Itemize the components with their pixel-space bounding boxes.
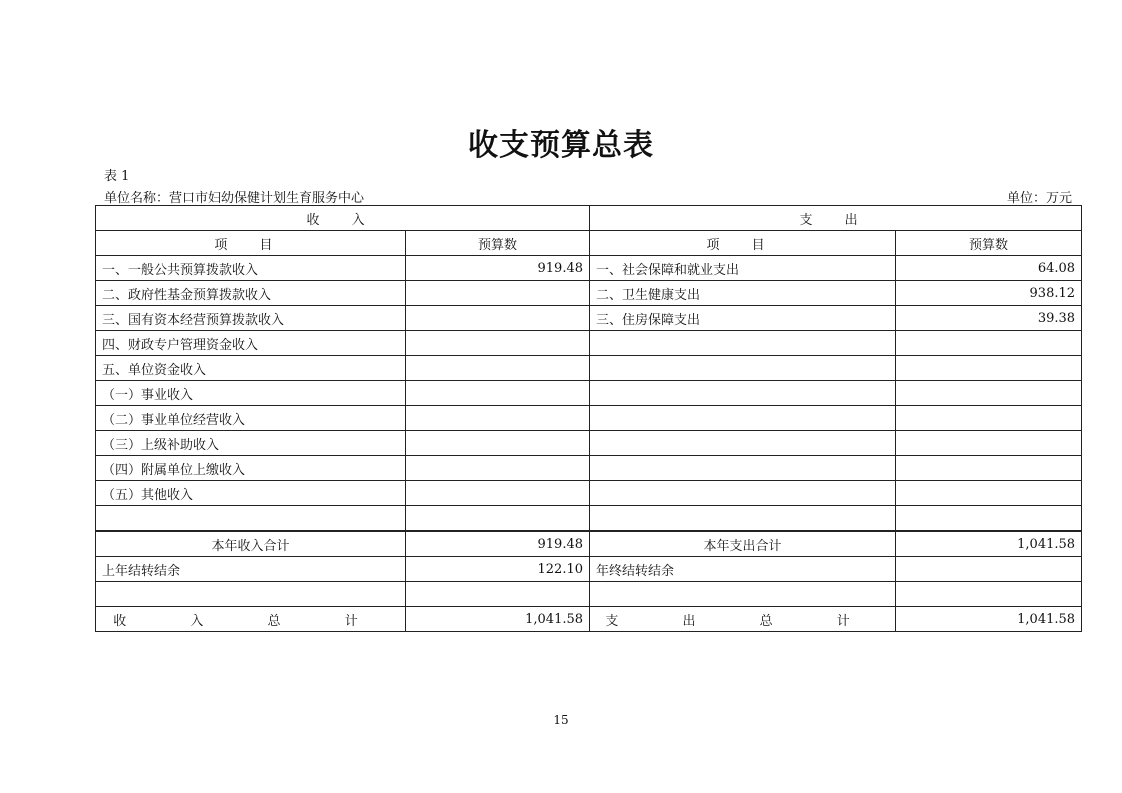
expense-value: 938.12 [896,281,1082,306]
table-row [96,481,1082,506]
grand-total-row [96,607,1082,632]
year-total-row [96,531,1082,557]
expense-value [896,481,1082,506]
expense-item: 一、社会保障和就业支出 [590,256,896,281]
expense-item [590,506,896,532]
expense-value [896,331,1082,356]
expense-item [590,582,896,607]
expense-item [590,381,896,406]
year-end-carryover-value [896,557,1082,582]
expense-item: 三、住房保障支出 [590,306,896,331]
income-section-header: 收 入 [96,206,590,231]
income-value [406,456,590,481]
table-row [96,406,1082,431]
expense-value [896,506,1082,532]
table-number: 表 1 [104,169,130,184]
income-value [406,306,590,331]
income-item: （二）事业单位经营收入 [96,406,406,431]
expense-item [590,331,896,356]
income-value [406,381,590,406]
carry-over-row [96,557,1082,582]
budget-table [95,205,1082,632]
expense-value [896,431,1082,456]
table-row [96,331,1082,356]
income-item: 三、国有资本经营预算拨款收入 [96,306,406,331]
expense-value [896,356,1082,381]
column-header-row [96,231,1082,256]
income-item: （五）其他收入 [96,481,406,506]
expense-year-total-label: 本年支出合计 [590,531,896,557]
income-item [96,582,406,607]
income-year-total-label: 本年收入合计 [96,531,406,557]
expense-budget-header: 预算数 [896,231,1082,256]
income-item: （四）附属单位上缴收入 [96,456,406,481]
income-item: 五、单位资金收入 [96,356,406,381]
prior-year-carryover-value: 122.10 [406,557,590,582]
income-value: 919.48 [406,256,590,281]
expense-item: 二、卫生健康支出 [590,281,896,306]
income-value [406,356,590,381]
income-item: （三）上级补助收入 [96,431,406,456]
expense-item-header: 项 目 [590,231,896,256]
income-grand-total-label: 收 入 总 计 [96,607,406,632]
unit-label: 单位：万元 [1006,191,1072,206]
year-end-carryover-label: 年终结转结余 [590,557,896,582]
income-year-total-value: 919.48 [406,531,590,557]
expense-section-header: 支 出 [590,206,1082,231]
expense-item [590,431,896,456]
income-value [406,406,590,431]
expense-value [896,582,1082,607]
expense-value: 39.38 [896,306,1082,331]
income-value [406,331,590,356]
income-item: 二、政府性基金预算拨款收入 [96,281,406,306]
table-row [96,306,1082,331]
page-title: 收支预算总表 [468,128,654,163]
table-row [96,281,1082,306]
income-item: 一、一般公共预算拨款收入 [96,256,406,281]
income-item [96,506,406,532]
expense-item [590,481,896,506]
income-item: （一）事业收入 [96,381,406,406]
income-value [406,481,590,506]
income-item-header: 项 目 [96,231,406,256]
table-row [96,506,1082,532]
table-row [96,256,1082,281]
section-header-row [96,206,1082,231]
unit-name: 单位名称：营口市妇幼保健计划生育服务中心 [104,191,365,206]
income-item: 四、财政专户管理资金收入 [96,331,406,356]
income-value [406,281,590,306]
prior-year-carryover-label: 上年结转结余 [96,557,406,582]
expense-grand-total-value: 1,041.58 [896,607,1082,632]
expense-grand-total-label: 支 出 总 计 [590,607,896,632]
expense-item [590,406,896,431]
expense-item [590,456,896,481]
expense-item [590,356,896,381]
expense-value [896,456,1082,481]
income-value [406,582,590,607]
expense-value: 64.08 [896,256,1082,281]
table-row [96,431,1082,456]
table-row [96,456,1082,481]
table-row [96,381,1082,406]
expense-year-total-value: 1,041.58 [896,531,1082,557]
income-value [406,431,590,456]
expense-value [896,406,1082,431]
income-value [406,506,590,532]
income-grand-total-value: 1,041.58 [406,607,590,632]
table-row [96,582,1082,607]
expense-value [896,381,1082,406]
page-number: 15 [553,713,569,727]
table-row [96,356,1082,381]
income-budget-header: 预算数 [406,231,590,256]
